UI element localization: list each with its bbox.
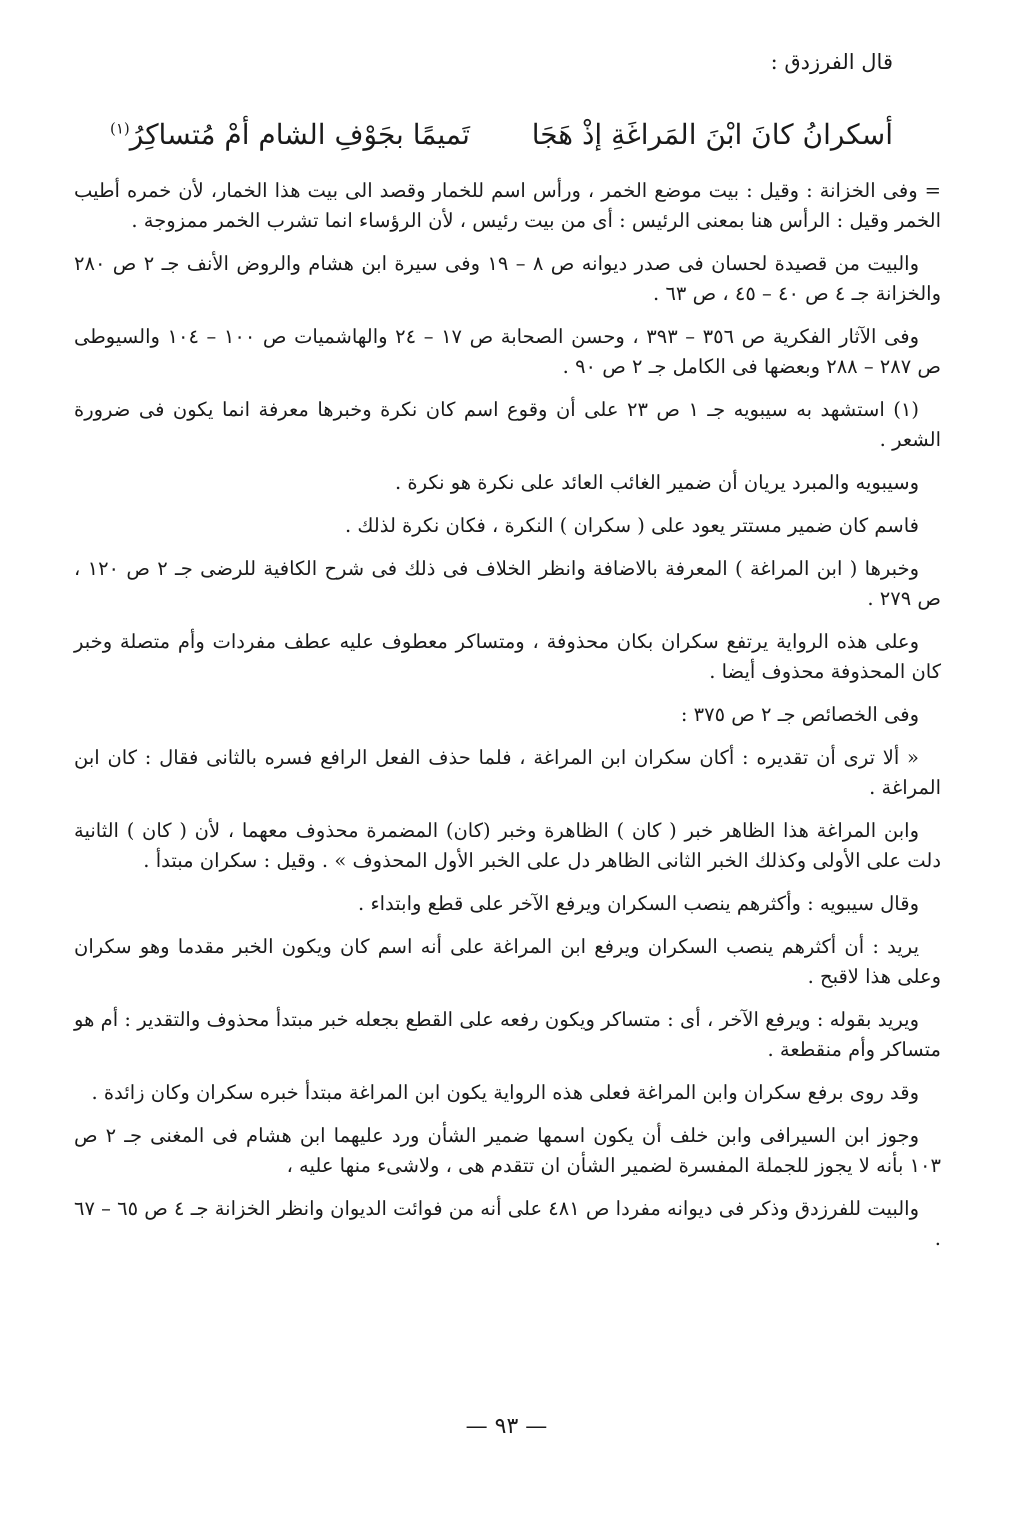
verse-second-hemistich-text: تَميمًا بجَوْفِ الشام أمْ مُتساكِرُ — [129, 117, 470, 151]
footnotes-section — [74, 176, 941, 1267]
note-paragraph: وقال سيبويه : وأكثرهم ينصب السكران ويرفع الآخر على قطع وابتداء . — [358, 892, 919, 915]
footnote-marker: (١) — [110, 119, 130, 138]
note-paragraph: وفى الآثار الفكرية ص ٣٥٦ – ٣٩٣ ، وحسن الصحابة ص ١٧ – ٢٤ والهاشميات ص ١٠٠ – ١٠٤ والسيوطى ص ٢٨٧ – ٢٨٨ وبعضها فى الكامل جـ ٢ ص ٩٠ . — [74, 325, 941, 378]
note-paragraph: وخبرها ( ابن المراغة ) المعرفة بالاضافة وانظر الخلاف فى ذلك فى شرح الكافية للرضى جـ ٢ ص ١٢٠ ، ص ٢٧٩ . — [74, 557, 941, 610]
verse-second-hemistich — [110, 118, 470, 151]
note-paragraph: والبيت من قصيدة لحسان فى صدر ديوانه ص ٨ – ١٩ وفى سيرة ابن هشام والروض الأنف جـ ٢ ص ٢٨٠ والخزانة جـ ٤ ص ٤٠ – ٤٥ ، ص ٦٣ . — [74, 252, 941, 305]
note-paragraph: فاسم كان ضمير مستتر يعود على ( سكران ) النكرة ، فكان نكرة لذلك . — [344, 514, 919, 537]
note-paragraph: والبيت للفرزدق وذكر فى ديوانه مفردا ص ٤٨١ على أنه من فوائت الديوان وانظر الخزانة جـ ٤ ص ٦٥ – ٦٧ . — [74, 1197, 941, 1250]
page-number: — ٩٣ — — [465, 1414, 548, 1439]
note-paragraph: وسيبويه والمبرد يريان أن ضمير الغائب العائد على نكرة هو نكرة . — [394, 471, 919, 494]
verse-first-hemistich-text: أسكرانُ كانَ ابْنَ المَراغَةِ إذْ هَجَا — [531, 117, 893, 151]
note-paragraph: = وفى الخزانة : وقيل : بيت موضع الخمر ، ورأس اسم للخمار وقصد الى بيت هذا الخمار، لأن خمره أطيب الخمر وقيل : الرأس هنا بمعنى الرئيس : أى من بيت رئيس ، لأن الرؤساء انما تشرب الخمر ممزوجة . — [74, 179, 941, 232]
note-paragraph: (١) استشهد به سيبويه جـ ١ ص ٢٣ على أن وقوع اسم كان نكرة وخبرها معرفة انما يكون فى ضرورة الشعر . — [74, 398, 941, 451]
note-paragraph: يريد : أن أكثرهم ينصب السكران ويرفع ابن المراغة على أنه اسم كان ويكون الخبر مقدما وهو سكران وعلى هذا لاقبح . — [74, 935, 941, 988]
note-paragraph: وفى الخصائص جـ ٢ ص ٣٧٥ : — [680, 703, 919, 726]
note-paragraph: ويريد بقوله : ويرفع الآخر ، أى : متساكر ويكون رفعه على القطع بجعله خبر مبتدأ محذوف والتقدير : أم هو متساكر وأم منقطعة . — [74, 1008, 941, 1061]
note-paragraph: وقد روى برفع سكران وابن المراغة فعلى هذه الرواية يكون ابن المراغة مبتدأ خبره سكران وكان زائدة . — [91, 1081, 919, 1104]
note-paragraph: « ألا ترى أن تقديره : أكان سكران ابن المراغة ، فلما حذف الفعل الرافع فسره بالثانى فقال : كان ابن المراغة . — [74, 746, 941, 799]
note-paragraph: وابن المراغة هذا الظاهر خبر ( كان ) الظاهرة وخبر (كان) المضمرة محذوف معهما ، لأن ( كان ) الثانية دلت على الأولى وكذلك الخبر الثانى الظاهر دل على الخبر الأول المحذوف » . وقيل : سكران مبتدأ . — [74, 819, 941, 872]
note-paragraph: وجوز ابن السيرافى وابن خلف أن يكون اسمها ضمير الشأن ورد عليهما ابن هشام فى المغنى جـ ٢ ص ١٠٣ بأنه لا يجوز للجملة المفسرة لضمير الشأن ان تتقدم هى ، ولاشىء منها عليه ، — [74, 1124, 941, 1177]
poem-intro: قال الفرزدق : — [770, 50, 893, 74]
poetry-verse — [110, 104, 893, 164]
note-paragraph: وعلى هذه الرواية يرتفع سكران بكان محذوفة ، ومتساكر معطوف عليه عطف مفردات وأم متصلة وخبر كان المحذوفة محذوف أيضا . — [74, 630, 941, 683]
verse-first-hemistich — [532, 118, 893, 151]
